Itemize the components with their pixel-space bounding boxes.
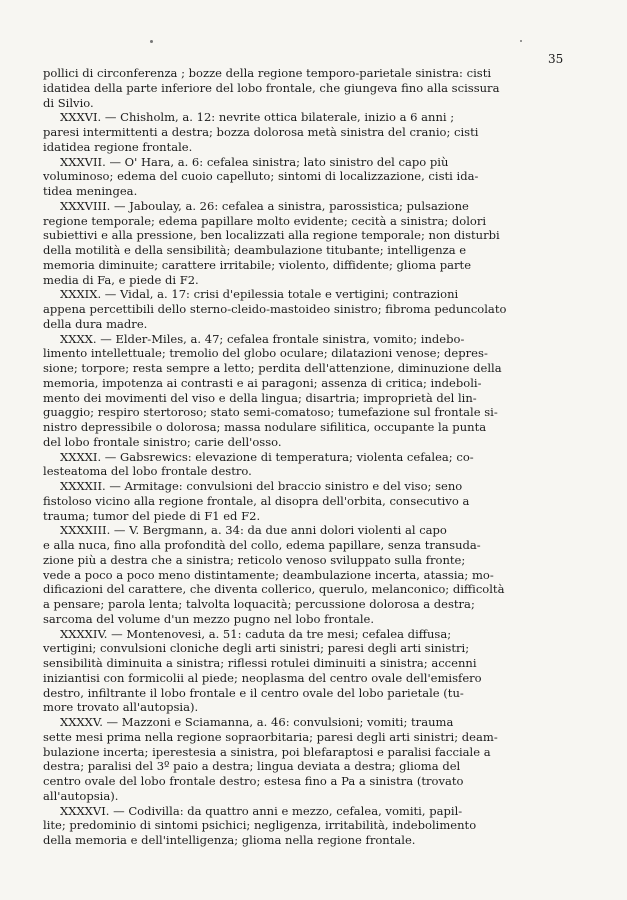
text-line: limento intellettuale; tremolio del globo oculare; dilatazioni venose; depres- bbox=[43, 346, 488, 361]
text-line: all'autopsia). bbox=[43, 788, 119, 803]
case-entry bbox=[43, 332, 565, 450]
text-line: pollici di circonferenza ; bozze della regione temporo-parietale sinistra: cisti bbox=[43, 66, 492, 80]
text-line: destro, infiltrante il lobo frontale e il centro ovale del lobo parietale (tu- bbox=[43, 685, 464, 700]
case-entry bbox=[43, 110, 565, 154]
case-entry bbox=[43, 479, 565, 523]
case-entry bbox=[43, 199, 565, 288]
page-body bbox=[43, 66, 565, 848]
text-line: idatidea regione frontale. bbox=[43, 139, 193, 154]
text-line: fistoloso vicino alla regione frontale, al disopra dell'orbita, consecutivo a bbox=[43, 493, 470, 508]
case-entry bbox=[43, 715, 565, 804]
text-line: mento dei movimenti del viso e della lingua; disartria; improprietà del lin- bbox=[43, 390, 477, 405]
text-line: bulazione incerta; iperestesia a sinistra, poi blefaraptosi e paralisi facciale a bbox=[43, 744, 491, 759]
case-continuation bbox=[43, 66, 565, 110]
case-entry bbox=[43, 523, 565, 626]
case-entry bbox=[43, 627, 565, 716]
text-line: nistro depressibile o dolorosa; massa nodulare sifilitica, occupante la punta bbox=[43, 420, 487, 434]
text-line: della memoria e dell'intelligenza; glioma nella regione frontale. bbox=[43, 833, 416, 847]
text-line: XXXXVI. — Codivilla: da quattro anni e mezzo, cefalea, vomiti, papil- bbox=[60, 803, 463, 818]
text-line: XXXX. — Elder-Miles, a. 47; cefalea frontale sinistra, vomito; indebo- bbox=[60, 331, 465, 346]
text-line: e alla nuca, fino alla profondità del collo, edema papillare, senza transuda- bbox=[43, 538, 481, 552]
text-line: regione temporale; edema papillare molto evidente; cecità a sinistra; dolori bbox=[43, 213, 487, 228]
text-line: sarcoma del volume d'un mezzo pugno nel lobo frontale. bbox=[43, 611, 375, 626]
text-line: tidea meningea. bbox=[43, 184, 138, 198]
text-line: XXXXII. — Armitage: convulsioni del braccio sinistro e del viso; seno bbox=[60, 479, 463, 493]
text-line: sensibilità diminuita a sinistra; riflessi rotulei diminuiti a sinistra; accenni bbox=[43, 656, 477, 670]
text-line: XXXIX. — Vidal, a. 17: crisi d'epilessia totale e vertigini; contrazioni bbox=[60, 287, 459, 302]
case-entry bbox=[43, 450, 565, 480]
text-line: subiettivi e alla pressione, ben localizzati alla regione temporale; non disturbi bbox=[43, 228, 500, 243]
text-line: XXXVI. — Chisholm, a. 12: nevrite ottica bilaterale, inizio a 6 anni ; bbox=[60, 110, 455, 125]
text-line: XXXVIII. — Jaboulay, a. 26: cefalea a sinistra, parossistica; pulsazione bbox=[60, 198, 469, 213]
page-number: 35 bbox=[548, 52, 564, 66]
text-line: lesteatoma del lobo frontale destro. bbox=[43, 464, 252, 479]
text-line: trauma; tumor del piede di F1 ed F2. bbox=[43, 508, 261, 523]
paper-speck bbox=[520, 40, 522, 42]
text-line: XXXXIII. — V. Bergmann, a. 34: da due anni dolori violenti al capo bbox=[60, 523, 447, 538]
case-entry bbox=[43, 155, 565, 199]
text-line: iniziantisi con formicolii al piede; neoplasma del centro ovale dell'emisfero bbox=[43, 670, 482, 685]
text-line: centro ovale del lobo frontale destro; estesa fino a Pa a sinistra (trovato bbox=[43, 774, 464, 788]
text-line: della dura madre. bbox=[43, 316, 148, 331]
text-line: more trovato all'autopsia). bbox=[43, 700, 199, 715]
paper-speck bbox=[150, 40, 153, 43]
text-line: idatidea della parte inferiore del lobo frontale, che giungeva fino alla scissura bbox=[43, 80, 500, 95]
text-line: della motilità e della sensibilità; deambulazione titubante; intelligenza e bbox=[43, 243, 467, 257]
case-entry bbox=[43, 287, 565, 331]
text-line: appena percettibili dello sterno-cleido-mastoideo sinistro; fibroma peduncolato bbox=[43, 302, 507, 316]
text-line: sette mesi prima nella regione sopraorbitaria; paresi degli arti sinistri; deam- bbox=[43, 729, 498, 744]
text-line: del lobo frontale sinistro; carie dell'osso. bbox=[43, 434, 282, 449]
text-line: memoria diminuite; carattere irritabile; violento, diffidente; glioma parte bbox=[43, 257, 472, 272]
text-line: a pensare; parola lenta; talvolta loquacità; percussione dolorosa a destra; bbox=[43, 597, 475, 611]
text-line: voluminoso; edema del cuoio capelluto; sintomi di localizzazione, cisti ida- bbox=[43, 169, 479, 184]
case-entry bbox=[43, 804, 565, 848]
text-line: XXXXIV. — Montenovesi, a. 51: caduta da tre mesi; cefalea diffusa; bbox=[60, 626, 452, 641]
text-line: zione più a destra che a sinistra; reticolo venoso sviluppato sulla fronte; bbox=[43, 552, 466, 567]
text-line: memoria, impotenza ai contrasti e ai paragoni; assenza di critica; indeboli- bbox=[43, 375, 482, 390]
text-line: dificazioni del carattere, che diventa collerico, querulo, melanconico; difficoltà bbox=[43, 582, 505, 597]
text-line: media di Fa, e piede di F2. bbox=[43, 272, 199, 287]
text-line: vertigini; convulsioni cloniche degli arti sinistri; paresi degli arti sinistri; bbox=[43, 641, 470, 656]
text-line: destra; paralisi del 3º paio a destra; lingua deviata a destra; glioma del bbox=[43, 759, 461, 774]
text-line: paresi intermittenti a destra; bozza dolorosa metà sinistra del cranio; cisti bbox=[43, 125, 479, 139]
text-line: vede a poco a poco meno distintamente; deambulazione incerta, atassia; mo- bbox=[43, 567, 494, 582]
text-line: sione; torpore; resta sempre a letto; perdita dell'attenzione, diminuzione della bbox=[43, 361, 502, 375]
text-line: XXXVII. — O' Hara, a. 6: cefalea sinistra; lato sinistro del capo più bbox=[60, 154, 449, 169]
text-line: di Silvio. bbox=[43, 95, 94, 110]
text-line: XXXXI. — Gabsrewics: elevazione di temperatura; violenta cefalea; co- bbox=[60, 449, 474, 464]
text-line: guaggio; respiro stertoroso; stato semi-comatoso; tumefazione sul frontale si- bbox=[43, 405, 498, 420]
text-line: lite; predominio di sintomi psichici; negligenza, irritabilità, indebolimento bbox=[43, 818, 477, 833]
text-line: XXXXV. — Mazzoni e Sciamanna, a. 46: convulsioni; vomiti; trauma bbox=[60, 715, 454, 729]
